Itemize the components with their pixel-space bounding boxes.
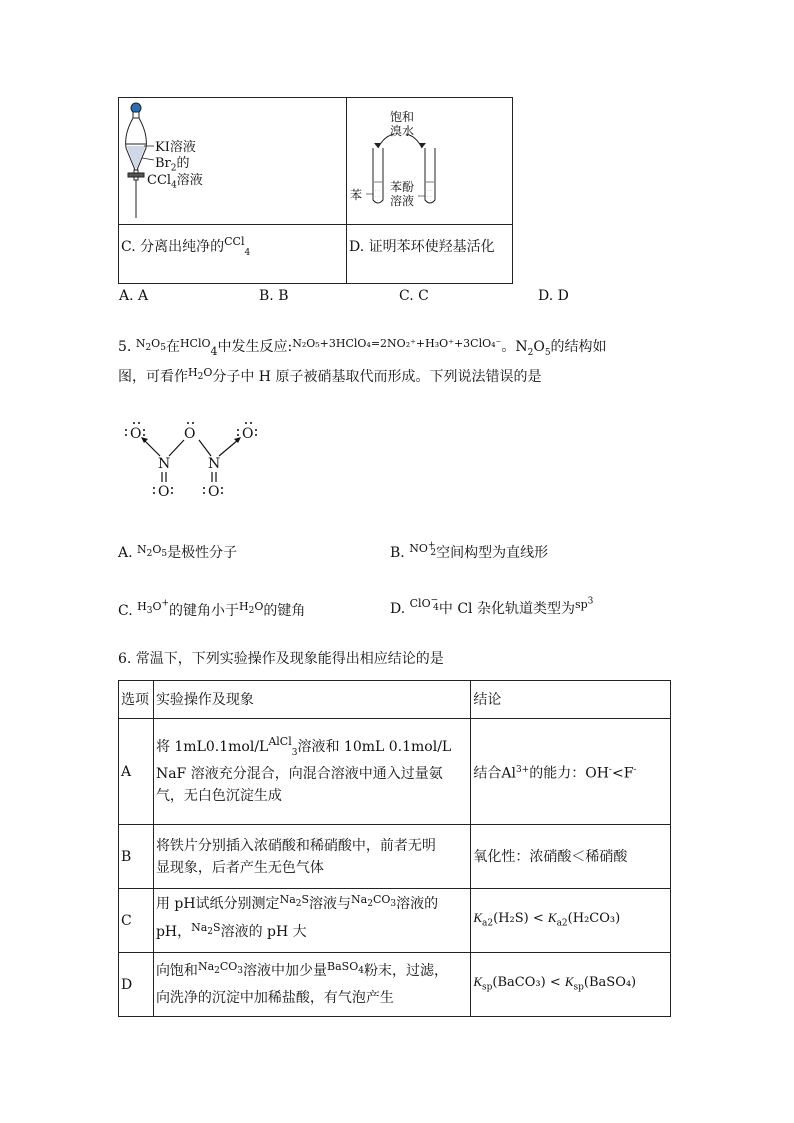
q5-option-a[interactable]: A. $^{N_2O_5}$是极性分子 <box>118 543 238 561</box>
q5-option-c[interactable]: C. $^{H_3O^+}$的键角小于$^{H_2O}$的键角 <box>118 598 306 619</box>
funnel-label-ki: KI溶液 <box>155 140 196 155</box>
q4-cell-c: C. 分离出纯净的$^{CCl}_4$ <box>121 235 251 258</box>
q6-header-row <box>119 681 671 719</box>
q6-row-a-operation: 将 $1mL0.1mol/L^{AlCl}_3$溶液和 10mL 0.1mol/L NaF 溶液充分混合，向混合溶液中通入过量氨 气，无白色沉淀生成 <box>153 719 470 825</box>
q6-row-d-conclusion: $K_{sp}(BaCO_3)$ < $K_{sp}(BaSO_4)$ <box>471 953 671 1017</box>
q6-row-c-operation: 用 pH试纸分别测定$^{Na_2S}$溶液与$^{Na_2CO_3}$溶液的 pH，$^{Na_2S}$溶液的 pH 大 <box>153 889 470 953</box>
q6-table <box>118 680 671 1017</box>
q6-row-c <box>119 889 671 953</box>
svg-text:N: N <box>158 456 171 472</box>
tube-label-top2: 溴水 <box>390 124 415 138</box>
q6-row-b-conclusion: 氧化性：浓硝酸＜稀硝酸 <box>471 825 671 889</box>
q4-option-d[interactable]: D. D <box>538 288 569 304</box>
svg-text:O: O <box>184 426 196 442</box>
q6-header-conclusion: 结论 <box>471 681 671 719</box>
q6-header-operation: 实验操作及现象 <box>153 681 470 719</box>
q6-row-b-option: B <box>119 825 154 889</box>
svg-text:. .: . . <box>375 193 380 199</box>
tube-label-right1: 苯酚 <box>390 180 415 194</box>
tube-label-right2: 溶液 <box>390 194 415 208</box>
q4-table-hdivider <box>118 224 512 225</box>
q6-row-d <box>119 953 671 1017</box>
svg-text:O: O <box>208 484 220 500</box>
svg-text:N: N <box>208 456 221 472</box>
funnel-label-br2: $Br_2$的 <box>155 156 190 174</box>
q4-option-b[interactable]: B. B <box>259 288 289 304</box>
q6-row-c-conclusion: $K_{a2}(H_2S) < K_{a2}(H_2CO_3)$ <box>471 889 671 953</box>
q5-option-b[interactable]: B. $^{NO^+_2}$空间构型为直线形 <box>390 540 549 561</box>
q4-table-divider <box>346 97 347 283</box>
q4-option-a[interactable]: A. A <box>119 288 149 304</box>
q6-row-b-operation: 将铁片分别插入浓硝酸和稀硝酸中，前者无明 显现象，后者产生无色气体 <box>153 825 470 889</box>
svg-text:. .: . . <box>427 193 432 199</box>
q4-option-c[interactable]: C. C <box>399 288 429 304</box>
q5-line1: 5. $^{N_2O_5}$在$^{HClO}_4$中发生反应:$^{N_2O_5+3HClO_4=2NO_2^++H_3O^++3ClO_4^-}$。$N_2O_5$的结构如 <box>118 337 607 358</box>
q6-row-a-option: A <box>119 719 154 825</box>
tube-label-top1: 饱和 <box>390 110 415 124</box>
q4-cell-d: D. 证明苯环使羟基活化 <box>349 239 495 255</box>
n2o5-structure <box>120 418 270 503</box>
q6-row-c-option: C <box>119 889 154 953</box>
q5-line2: 图，可看作$^{H_2O}$分子中 H 原子被硝基取代而形成。下列说法错误的是 <box>118 366 542 385</box>
svg-text:O: O <box>242 426 254 442</box>
q5-option-d[interactable]: D. $^{ClO^-_4}$中 Cl 杂化轨道类型为$^{sp^3}$ <box>390 595 594 617</box>
q6-row-d-operation: 向饱和$^{Na_2CO_3}$溶液中加少量$^{BaSO_4}$粉末，过滤， 向洗净的沉淀中加稀盐酸，有气泡产生 <box>153 953 470 1017</box>
q6-header-option: 选项 <box>119 681 154 719</box>
svg-text:O: O <box>158 484 170 500</box>
tube-label-left: 苯 <box>350 188 363 202</box>
q6-row-a <box>119 719 671 825</box>
svg-text:O: O <box>130 426 142 442</box>
q6-row-a-conclusion: 结合$Al^{3+}$的能力：OH-<F- <box>471 719 671 825</box>
q6-row-d-option: D <box>119 953 154 1017</box>
funnel-label-ccl4: CCl$_4$溶液 <box>147 173 203 191</box>
q6-row-b <box>119 825 671 889</box>
svg-text:. .: . . <box>427 187 432 193</box>
svg-text:. .: . . <box>375 187 380 193</box>
q6-stem: 6. 常温下，下列实验操作及现象能得出相应结论的是 <box>118 651 444 667</box>
